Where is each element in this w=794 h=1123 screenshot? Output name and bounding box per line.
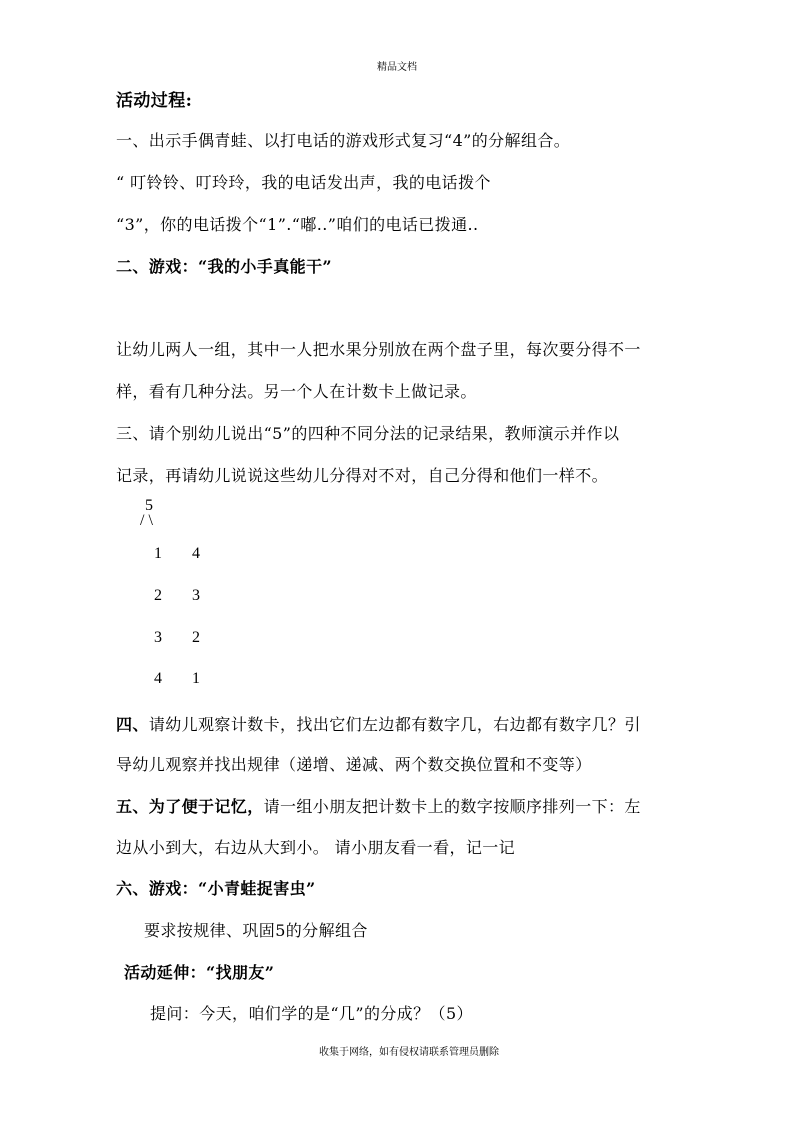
decomposition-right: 3 (192, 587, 200, 604)
paragraph-line: 导幼儿观察并找出规律（递增、递减、两个数交换位置和不变等） (116, 755, 592, 774)
page-header: 精品文档 (377, 62, 417, 73)
decomposition-left: 3 (154, 629, 162, 646)
subheading-extension: 活动延伸：“找朋友” (124, 963, 275, 982)
paragraph-line: 要求按规律、巩固5的分解组合 (144, 921, 368, 940)
paragraph-line: 一、出示手偶青蛙、以打电话的游戏形式复习“4”的分解组合。 (116, 131, 571, 150)
paragraph-line: 让幼儿两人一组，其中一人把水果分别放在两个盘子里，每次要分得不一 (116, 340, 641, 359)
subheading-game: 六、游戏：“小青蛙捉害虫” (116, 879, 316, 898)
paragraph-line (116, 712, 641, 735)
paragraph-line: “3”，你的电话拨个“1”.“嘟..”咱们的电话已拨通.. (116, 215, 479, 234)
paragraph-line: 记录，再请幼儿说说这些幼儿分得对不对，自己分得和他们一样不。 (116, 466, 609, 485)
paragraph-text: 请一组小朋友把计数卡上的数字按顺序排列一下：左 (263, 797, 641, 816)
paragraph-line: 样，看有几种分法。另一个人在计数卡上做记录。 (116, 382, 477, 401)
paragraph-text: 请幼儿观察计数卡，找出它们左边都有数字几，右边都有数字几？引 (148, 715, 641, 734)
step-number: 四、 (116, 715, 149, 734)
paragraph-line: “ 叮铃铃、叮玲玲，我的电话发出声，我的电话拨个 (116, 173, 491, 192)
decomposition-top: 5 (145, 497, 153, 514)
subheading-game: 二、游戏：“我的小手真能干” (116, 257, 333, 276)
decomposition-right: 1 (192, 670, 200, 687)
decomposition-branches: / \ (140, 512, 153, 529)
decomposition-left: 2 (154, 587, 162, 604)
decomposition-right: 2 (192, 629, 200, 646)
paragraph-line: 提问：今天，咱们学的是“几”的分成？（5） (150, 1004, 473, 1023)
section-heading: 活动过程: (116, 91, 193, 111)
step-heading: 五、为了便于记忆， (116, 797, 264, 816)
paragraph-line: 边从小到大，右边从大到小。 请小朋友看一看，记一记 (116, 838, 516, 857)
decomposition-right: 4 (192, 545, 200, 562)
decomposition-left: 4 (154, 670, 162, 687)
page-footer: 收集于网络，如有侵权请联系管理员删除 (319, 1047, 499, 1058)
paragraph-line: 三、请个别幼儿说出“5”的四种不同分法的记录结果，教师演示并作以 (116, 424, 620, 443)
paragraph-line (116, 794, 641, 817)
decomposition-left: 1 (154, 545, 162, 562)
